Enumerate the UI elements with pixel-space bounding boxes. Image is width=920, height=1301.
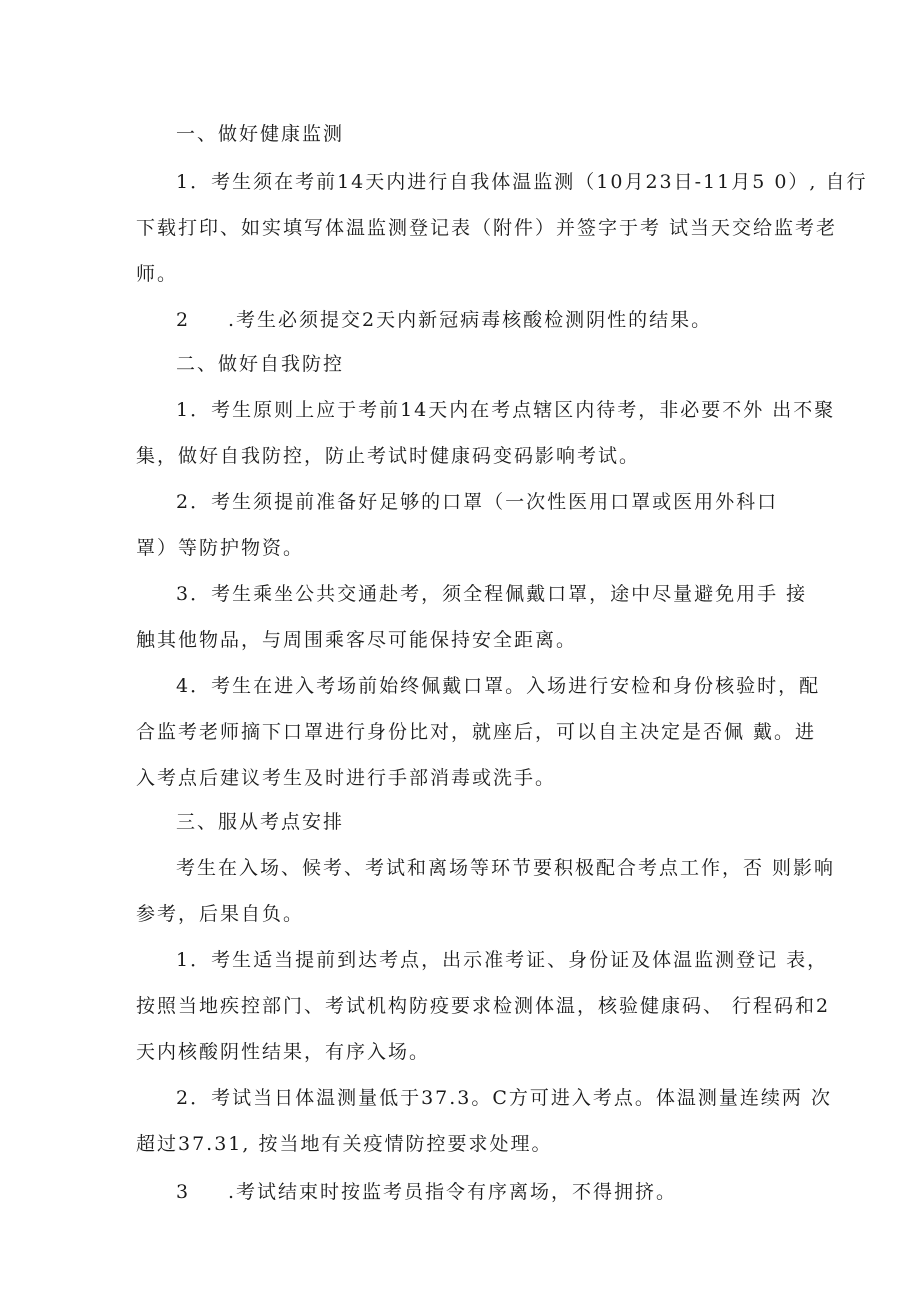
item-number: 2 (176, 309, 191, 331)
paragraph-line: 2．考试当日体温测量低于37.3。C方可进入考点。体温测量连续两 次 (176, 1087, 832, 1109)
paragraph-line: 集，做好自我防控，防止考试时健康码变码影响考试。 (136, 445, 641, 467)
section-heading-1: 一、做好健康监测 (176, 123, 345, 145)
paragraph-line: 按照当地疾控部门、考试机构防疫要求检测体温，核验健康码、 行程码和2 (136, 995, 831, 1017)
paragraph-line: 参考，后果自负。 (136, 903, 305, 925)
section-heading-3: 三、服从考点安排 (176, 811, 345, 833)
item-text: .考生必须提交2天内新冠病毒核酸检测阴性的结果。 (228, 309, 713, 331)
paragraph-line: 触其他物品，与周围乘客尽可能保持安全距离。 (136, 629, 578, 651)
paragraph-line: 入考点后建议考生及时进行手部消毒或洗手。 (136, 767, 557, 789)
paragraph-line: 合监考老师摘下口罩进行身份比对，就座后，可以自主决定是否佩 戴。进 (136, 721, 817, 743)
item-text: .考试结束时按监考员指令有序离场，不得拥挤。 (228, 1181, 678, 1203)
item-number: 3 (176, 1181, 191, 1203)
paragraph-line: 3．考生乘坐公共交通赴考，须全程佩戴口罩，途中尽量避免用手 接 (176, 583, 808, 605)
paragraph-line: 4．考生在进入考场前始终佩戴口罩。入场进行安检和身份核验时，配 (176, 675, 821, 697)
paragraph-line: 下载打印、如实填写体温监测登记表（附件）并签字于考 试当天交给监考老 (136, 217, 838, 239)
paragraph-line (176, 1180, 677, 1204)
paragraph-line: 罩）等防护物资。 (136, 537, 305, 559)
paragraph-line: 1．考生原则上应于考前14天内在考点辖区内待考，非必要不外 出不聚 (176, 399, 836, 421)
paragraph-line: 1．考生适当提前到达考点，出示准考证、身份证及体温监测登记 表， (176, 949, 829, 971)
section-heading-2: 二、做好自我防控 (176, 353, 345, 375)
paragraph-line: 1．考生须在考前14天内进行自我体温监测（10月23日-11月5 0）, 自行 (176, 171, 868, 193)
paragraph-line (176, 308, 712, 332)
paragraph-line: 师。 (136, 263, 179, 285)
paragraph-line: 天内核酸阴性结果，有序入场。 (136, 1041, 431, 1063)
paragraph-line: 考生在入场、候考、考试和离场等环节要积极配合考点工作，否 则影响 (176, 857, 836, 879)
paragraph-line: 2．考生须提前准备好足够的口罩（一次性医用口罩或医用外科口 (176, 491, 779, 513)
paragraph-line: 超过37.31, 按当地有关疫情防控要求处理。 (136, 1133, 553, 1155)
